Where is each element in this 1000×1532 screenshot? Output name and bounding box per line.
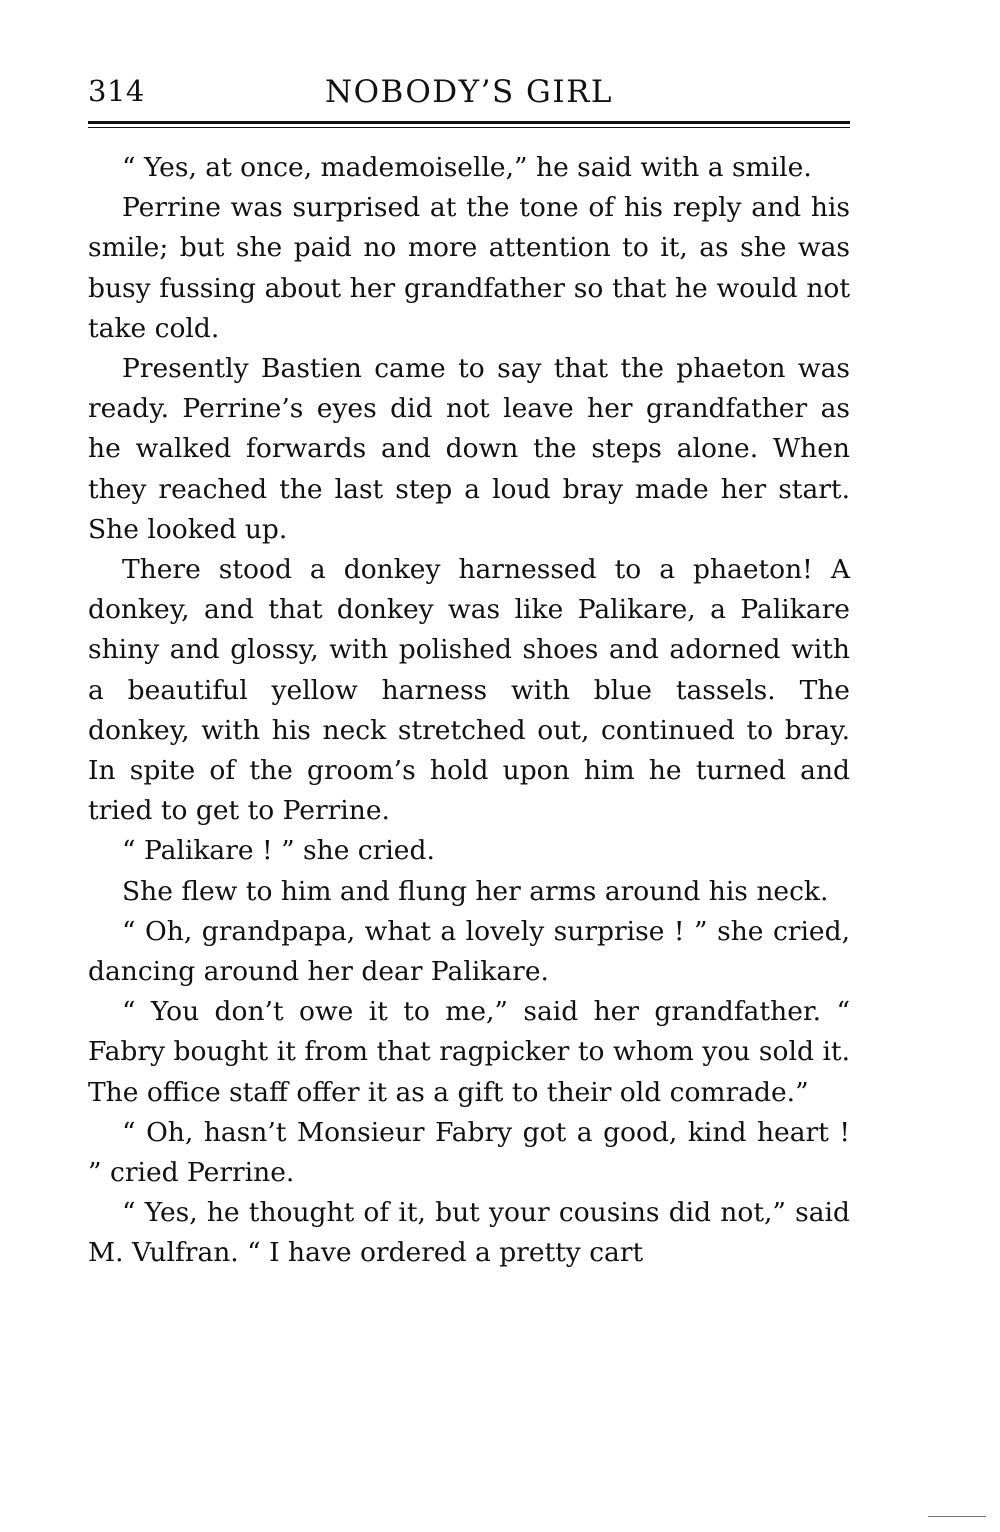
page-header [88, 70, 850, 118]
paragraph: She flew to him and flung her arms around his neck. [122, 875, 829, 907]
body-text [88, 148, 850, 1274]
paragraph: “ Oh, grandpapa, what a lovely surprise ! ” she cried, dancing around her dear Palikare. [88, 915, 850, 988]
paragraph: “ Oh, hasn’t Monsieur Fabry got a good, kind heart ! ” cried Perrine. [88, 1116, 850, 1189]
scan-edge-mark [928, 1516, 986, 1517]
book-page [88, 70, 850, 1274]
header-rule [88, 121, 850, 128]
paragraph: “ Yes, he thought of it, but your cousins did not,” said M. Vulfran. “ I have ordered a pretty cart [88, 1197, 850, 1269]
paragraph: Presently Bastien came to say that the phaeton was ready. Perrine’s eyes did not leave her grandfather as he walked forwards and down the steps alone. When they reached the last step a loud bray made her start. She looked up. [88, 353, 850, 545]
running-title: NOBODY’S GIRL [324, 74, 613, 110]
paragraph: There stood a donkey harnessed to a phaeton! A donkey, and that donkey was like Palikare, a Palikare shiny and glossy, with polished shoes and adorned with a beautiful yellow harness with blue tassels. The donkey, with his neck stretched out, continued to bray. In spite of the groom’s hold upon him he turned and tried to get to Perrine. [88, 554, 850, 827]
paragraph: Perrine was surprised at the tone of his reply and his smile; but she paid no more attention to it, as she was busy fussing about her grandfather so that he would not take cold. [88, 192, 850, 344]
paragraph: “ You don’t owe it to me,” said her grandfather. “ Fabry bought it from that ragpicker to whom you sold it. The office staff offer it as a gift to their old comrade.” [88, 996, 850, 1108]
page-number: 314 [88, 74, 145, 108]
paragraph: “ Palikare ! ” she cried. [122, 835, 435, 867]
paragraph: “ Yes, at once, mademoiselle,” he said with a smile. [122, 152, 812, 183]
